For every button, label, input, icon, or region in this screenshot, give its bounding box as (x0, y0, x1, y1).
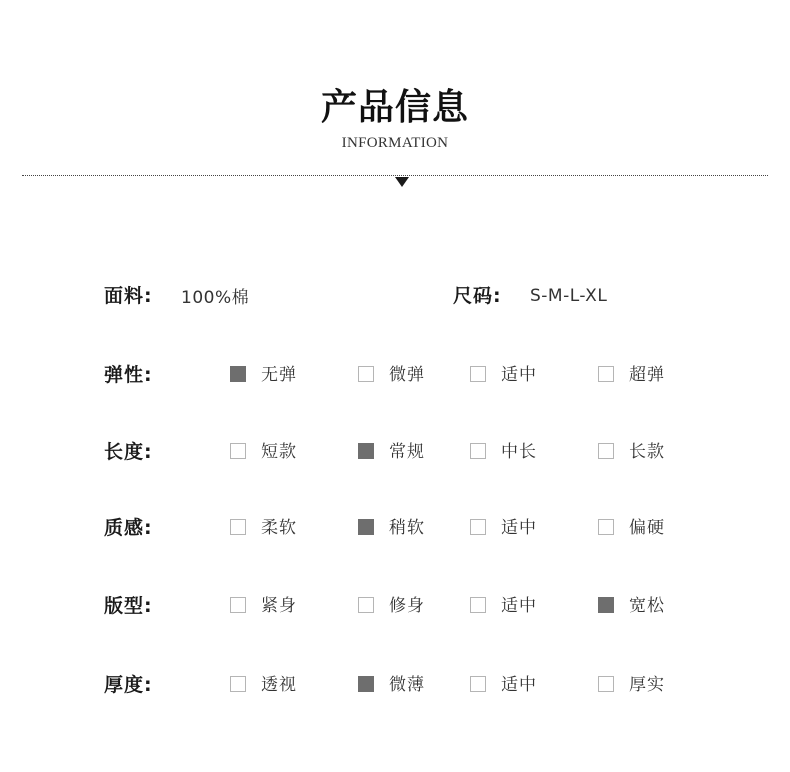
fabric-label: 面料: (104, 285, 153, 307)
checked-box-icon (358, 443, 374, 459)
option-label: 适中 (501, 365, 537, 385)
page-title: 产品信息 (320, 87, 469, 128)
size-label: 尺码: (453, 285, 502, 307)
fabric-value: 100%棉 (181, 288, 250, 308)
option-label: 紧身 (261, 596, 297, 616)
size-value: S-M-L-XL (530, 286, 608, 306)
checked-box-icon (598, 597, 614, 613)
option-label: 柔软 (261, 518, 297, 538)
option-label: 超弹 (629, 365, 665, 385)
option-label: 宽松 (629, 596, 665, 616)
option-label: 微弹 (389, 365, 425, 385)
page-subtitle: INFORMATION (341, 135, 449, 151)
unchecked-box-icon (598, 366, 614, 382)
unchecked-box-icon (598, 519, 614, 535)
unchecked-box-icon (598, 676, 614, 692)
unchecked-box-icon (470, 597, 486, 613)
dotted-divider (22, 175, 768, 176)
attribute-row (0, 593, 790, 619)
option-label: 修身 (389, 596, 425, 616)
attribute-row (0, 362, 790, 388)
unchecked-box-icon (230, 676, 246, 692)
triangle-down-icon (395, 177, 409, 187)
attribute-row (0, 672, 790, 698)
option-label: 偏硬 (629, 518, 665, 538)
option-label: 长款 (629, 442, 665, 462)
option-label: 中长 (501, 442, 537, 462)
option-label: 常规 (389, 442, 425, 462)
unchecked-box-icon (230, 519, 246, 535)
option-label: 无弹 (261, 365, 297, 385)
unchecked-box-icon (358, 597, 374, 613)
option-label: 透视 (261, 675, 297, 695)
unchecked-box-icon (598, 443, 614, 459)
option-label: 适中 (501, 518, 537, 538)
unchecked-box-icon (230, 597, 246, 613)
attribute-label: 厚度: (104, 674, 153, 696)
checked-box-icon (230, 366, 246, 382)
option-label: 稍软 (389, 518, 425, 538)
attribute-label: 弹性: (104, 364, 153, 386)
unchecked-box-icon (470, 366, 486, 382)
option-label: 适中 (501, 596, 537, 616)
attribute-label: 质感: (104, 517, 153, 539)
unchecked-box-icon (358, 366, 374, 382)
option-label: 短款 (261, 442, 297, 462)
unchecked-box-icon (470, 519, 486, 535)
option-label: 微薄 (389, 675, 425, 695)
attribute-label: 版型: (104, 595, 153, 617)
checked-box-icon (358, 676, 374, 692)
attribute-row (0, 439, 790, 465)
unchecked-box-icon (230, 443, 246, 459)
attribute-row (0, 515, 790, 541)
option-label: 厚实 (629, 675, 665, 695)
unchecked-box-icon (470, 443, 486, 459)
unchecked-box-icon (470, 676, 486, 692)
attribute-label: 长度: (104, 441, 153, 463)
checked-box-icon (358, 519, 374, 535)
option-label: 适中 (501, 675, 537, 695)
